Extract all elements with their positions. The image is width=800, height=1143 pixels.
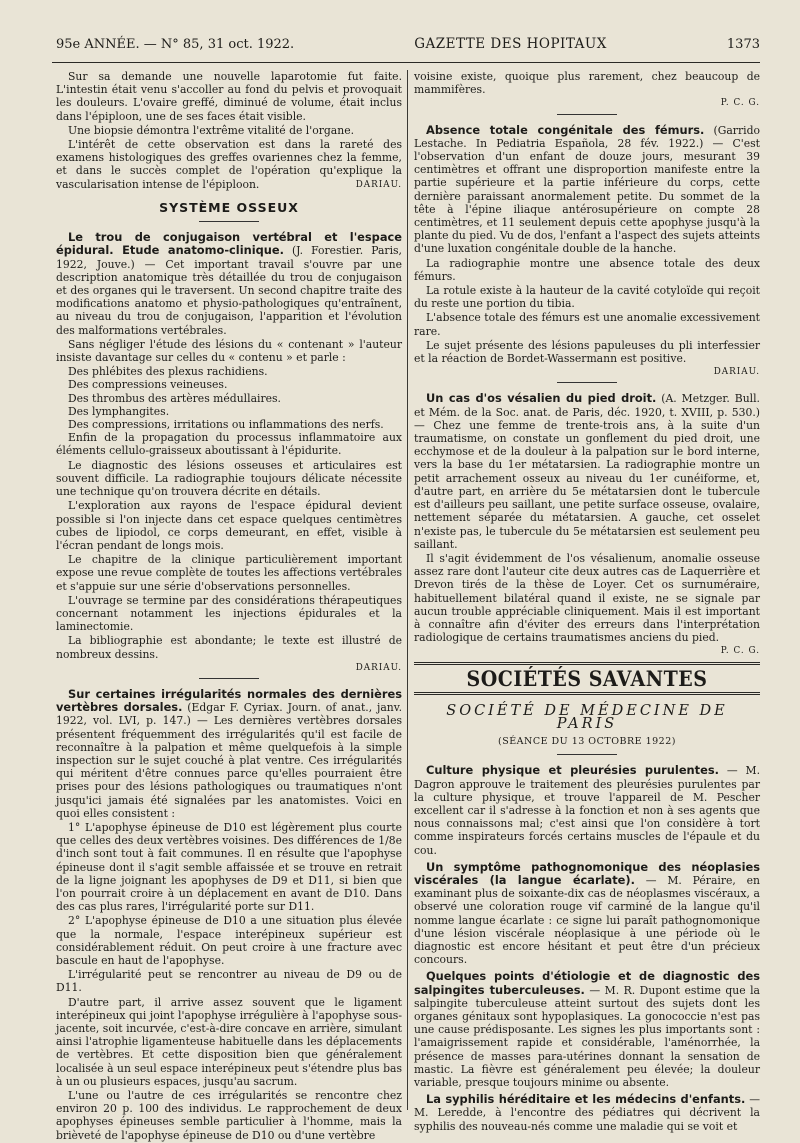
left-column	[56, 70, 402, 1143]
communication-text: — M. R. Dupont estime que la salpingite tuberculeuse atteint surtout des sujets dont les organes génitaux sont hypoplasiques. La gonococcie n'est pas une cause prédisposante. Les signes les plus importants sont : l'amaigrissement rapide et considérable, l'aménorrhée, la présence de masses para-utérines donnant la sensation de mastic. La fièvre est généralement peu élevée; la douleur variable, presque toujours minime ou absente.	[414, 983, 760, 1090]
article-reference: (Edgar F. Cyriax. Journ. of anat., janv. 1922, vol. LVI, p. 147.) — Les dernières vertèbres dorsales présentent fréquemment des irrégularités qu'il est facile de reconnaître à la palpation et même quelquefois à la simple inspection sur le sujet couché à plat ventre. Ces irrégularités qui méritent d'être connues parce qu'elles pourraient être prises pour des lésions pathologiques ou traumatiques n'ont jusqu'ici jamais été signalées par les anatomistes. Voici en quoi elles consistent :	[56, 701, 403, 820]
lesion-list	[56, 365, 402, 431]
section-double-rule	[414, 692, 760, 695]
signature: DARIAU.	[713, 367, 760, 378]
signature: P. C. G.	[720, 98, 760, 109]
society-rule	[557, 754, 617, 755]
paragraph: Une biopsie démontra l'extrême vitalité de l'organe.	[68, 123, 355, 137]
paragraph: voisine existe, quoique plus rarement, chez beaucoup de mammifères.	[414, 70, 760, 97]
communication-title: Culture physique et pleurésies purulentes.	[426, 763, 719, 778]
running-header	[56, 36, 760, 58]
paragraph: L'ouvrage se termine par des considérations thérapeutiques concernant notamment les injections épidurales et la laminectomie.	[56, 593, 402, 634]
section-heading: SYSTÈME OSSEUX	[159, 200, 299, 216]
paragraph: Il s'agit évidemment de l'os vésalienum, anomalie osseuse assez rare dont l'auteur cite deux autres cas de Laquerrière et Drevon tirés de la thèse de Loyer. Cet os surnuméraire, habituellement bilatéral quand il existe, ne se signale par aucun trouble appréciable cliniquement. Mais il est important à connaître afin d'éviter des erreurs dans l'interprétation radiologique de certains traumatismes anciens du pied.	[414, 551, 760, 645]
paragraph: Le sujet présente des lésions papuleuses du pli interfessier et la réaction de Bordet-Wassermann est positive.	[414, 338, 760, 366]
paragraph: L'intérêt de cette observation est dans la rareté des examens histologiques des greffes ovariennes chez la femme, et dans le succès complet de l'opération qu'explique la vascularisation intense de l'épiploon.	[56, 138, 402, 191]
communication-dagron	[414, 764, 760, 856]
signature: DARIAU.	[355, 179, 402, 190]
article-forestier	[56, 231, 402, 675]
communication-text: — M. Péraire, en examinant plus de soixante-dix cas de néoplasmes viscéraux, a observé une coloration rouge vif carminé de la langue qu'il nomme langue écarlate : ce signe lui paraît pathognomonique d'une lésion viscérale néoplasique à une période où le diagnostic est encore hésitant et peut être d'un précieux concours.	[414, 873, 760, 967]
paragraph: 1° L'apophyse épineuse de D10 est légèrement plus courte que celles des deux vertèbres voisines. Des différences de 1/8e d'inch sont tout à fait communes. Il en résulte que l'apophyse épineuse dont il s'agit semble affaissée et se trouve en retrait de la ligne joignant les apophyses de D9 et D11, si bien que l'on pourrait croire à un déplacement en avant de D10. Dans des cas plus rares, l'irrégularité porte sur D11.	[56, 820, 402, 914]
session-date: (SÉANCE DU 13 OCTOBRE 1922)	[498, 736, 676, 748]
paragraph: L'une ou l'autre de ces irrégularités se rencontre chez environ 20 p. 100 des individus. Le rapprochement de deux apophyses épineuses semble particulier à l'homme, mais la brièveté de l'apophyse épineuse de D10 ou d'une vertèbre	[56, 1089, 402, 1142]
article-title: Le trou de conjugaison vertébral et l'espace épidural. Etude anatomo-clinique.	[56, 230, 402, 258]
signature: P. C. G.	[720, 646, 760, 657]
article-rule	[199, 678, 259, 679]
right-column	[414, 70, 760, 1134]
paragraph: L'absence totale des fémurs est une anomalie excessivement rare.	[414, 311, 760, 338]
communication-dupont	[414, 970, 760, 1089]
page-number: 1373	[726, 37, 760, 52]
communication-peraire	[414, 861, 760, 967]
journal-title: GAZETTE DES HOPITAUX	[414, 36, 607, 52]
article-reference: (J. Forestier. Paris, 1922, Jouve.) — Cet important travail s'ouvre par une description anatomique très détaillée du trou de conjugaison et des organes qui le traversent. Un second chapitre traite des modifications anatomo et physio-pathologiques qu'entraînent, au niveau du trou de conjugaison, l'apparition et l'évolution des malformations vertébrales.	[56, 244, 402, 337]
communication-title: La syphilis héréditaire et les médecins d'enfants.	[426, 1092, 746, 1107]
paragraph: Enfin de la propagation du processus inflammatoire aux éléments cellulo-graisseux aboutissant à l'épidurite.	[56, 431, 402, 458]
article-title: Sur certaines irrégularités normales des dernières vertèbres dorsales.	[56, 686, 402, 715]
issue-info: 95e ANNÉE. — N° 85, 31 oct. 1922.	[56, 37, 295, 52]
communication-title: Quelques points d'étiologie et de diagnostic des salpingites tuberculeuses.	[414, 969, 760, 997]
article-rule	[557, 114, 617, 115]
article-reference: (Garrido Lestache. In Pediatria Española, 28 fév. 1922.) — C'est l'observation d'un enfant de douze jours, mesurant 39 centimètres et offrant une disproportion manifeste entre la partie supérieure et la partie inférieure du corps, cette dernière paraissant anormalement petite. Du sommet de la tête à l'épine iliaque antérosupérieure on compte 28 centimètres, et 11 seulement depuis cette apophyse jusqu'à la plante du pied. Vu de dos, l'enfant a l'aspect des sujets atteints d'une luxation congénitale double de la hanche.	[414, 123, 760, 256]
section-rule	[199, 221, 259, 222]
column-divider	[407, 70, 408, 1110]
list-item: Des phlébites des plexus rachidiens.	[68, 365, 268, 379]
paragraph: 2° L'apophyse épineuse de D10 a une situation plus élevée que la normale, l'espace interépineux supérieur est considérablement réduit. On peut croire à une fracture avec bascule en haut de l'apophyse.	[56, 914, 402, 967]
communication-text: — M. Dagron approuve le traitement des pleurésies purulentes par la culture physique, et trouve l'appareil de M. Pescher excellent car il s'adresse à la fonction et non à ses agents que nous connaissons mal; c'est ainsi que l'on considère à tort comme inspirateurs forcés certains muscles de l'épaule et du cou.	[414, 764, 761, 857]
communication-title: Un symptôme pathognomonique des néoplasies viscérales (la langue écarlate).	[414, 859, 760, 887]
article-rule	[557, 382, 617, 383]
paragraph: Sur sa demande une nouvelle laparotomie fut faite. L'intestin était venu s'accoller au fond du pelvis et provoquait les douleurs. L'ovaire greffé, diminué de volume, était inclus dans l'épiploon, une de ses faces était visible.	[56, 70, 402, 123]
list-item: Des lymphangites.	[68, 404, 170, 418]
communication-leredde	[414, 1093, 760, 1133]
article-cyriax	[56, 688, 402, 1142]
article-title: Absence totale congénitale des fémurs.	[426, 122, 705, 137]
article-lestache	[414, 124, 760, 380]
list-item: Des compressions, irritations ou inflammations des nerfs.	[68, 418, 384, 432]
paragraph: L'exploration aux rayons de l'espace épidural devient possible si l'on injecte dans cet espace quelques centimètres cubes de lipiodol, ce corps demeurant, en effet, visible à l'écran pendant de longs mois.	[56, 499, 402, 552]
article-title: Un cas d'os vésalien du pied droit.	[426, 391, 657, 406]
header-rule	[52, 62, 760, 63]
society-name: SOCIÉTÉ DE MÉDECINE DE PARIS	[446, 702, 728, 732]
paragraph: La rotule existe à la hauteur de la cavité cotyloïde qui reçoit du reste une portion du tibia.	[414, 284, 760, 311]
paragraph: Le chapitre de la clinique particulièrement important expose une revue complète de toutes les affections vertébrales et s'appuie sur une série d'observations personnelles.	[56, 553, 402, 593]
paragraph: L'irrégularité peut se rencontrer au niveau de D9 ou de D11.	[56, 968, 402, 995]
section-double-rule	[414, 662, 760, 665]
signature: DARIAU.	[355, 662, 402, 673]
article-reference: (A. Metzger. Bull. et Mém. de la Soc. anat. de Paris, déc. 1920, t. XVIII, p. 530.) — Chez une femme de trente-trois ans, à la suite d'un traumatisme, on constate un gonflement du pied droit, une ecchymose et de la douleur à la palpation sur le bord interne, vers la base du 1er métatarsien. La radiographie montre un petit arrachement osseux au niveau du 1er cunéiforme, et, d'autre part, en arrière du 5e métatarsien dont le tubercule est d'ailleurs peu saillant, une petite surface osseuse, ovalaire, nettement séparée du métatarsien. A gauche, cet osselet n'existe pas, le tubercule du 5e métatarsien est seulement peu saillant.	[414, 392, 760, 551]
article-metzger	[414, 392, 760, 658]
section-banner	[414, 665, 760, 692]
paragraph: Sans négliger l'étude des lésions du « contenant » l'auteur insiste davantage sur celles du « contenu » et parle :	[56, 337, 402, 365]
paragraph: La bibliographie est abondante; le texte est illustré de nombreux dessins.	[56, 634, 402, 661]
list-item: Des thrombus des artères médullaires.	[68, 391, 281, 405]
paragraph: La radiographie montre une absence totale des deux fémurs.	[414, 256, 760, 283]
list-item: Des compressions veineuses.	[68, 378, 228, 392]
paragraph: Le diagnostic des lésions osseuses et articulaires est souvent difficile. La radiographie toujours délicate nécessite une technique qu'on trouvera décrite en détails.	[56, 458, 402, 499]
communication-text: — M. Leredde, à l'encontre des pédiatres qui décrivent la syphilis des nouveau-nés comme une maladie qui se voit et	[414, 1093, 760, 1133]
section-banner-text: SOCIÉTÉS SAVANTES	[466, 665, 708, 692]
paragraph: D'autre part, il arrive assez souvent que le ligament interépineux qui joint l'apophyse irrégulière à l'apophyse sous-jacente, soit incurvée, c'est-à-dire concave en arrière, simulant ainsi l'atrophie ligamenteuse habituelle dans les déplacements de vertèbres. Et cette disposition bien que généralement localisée à un seul espace interépineux peut s'étendre plus bas à un ou plusieurs espaces, jusqu'au sacrum.	[56, 995, 402, 1088]
